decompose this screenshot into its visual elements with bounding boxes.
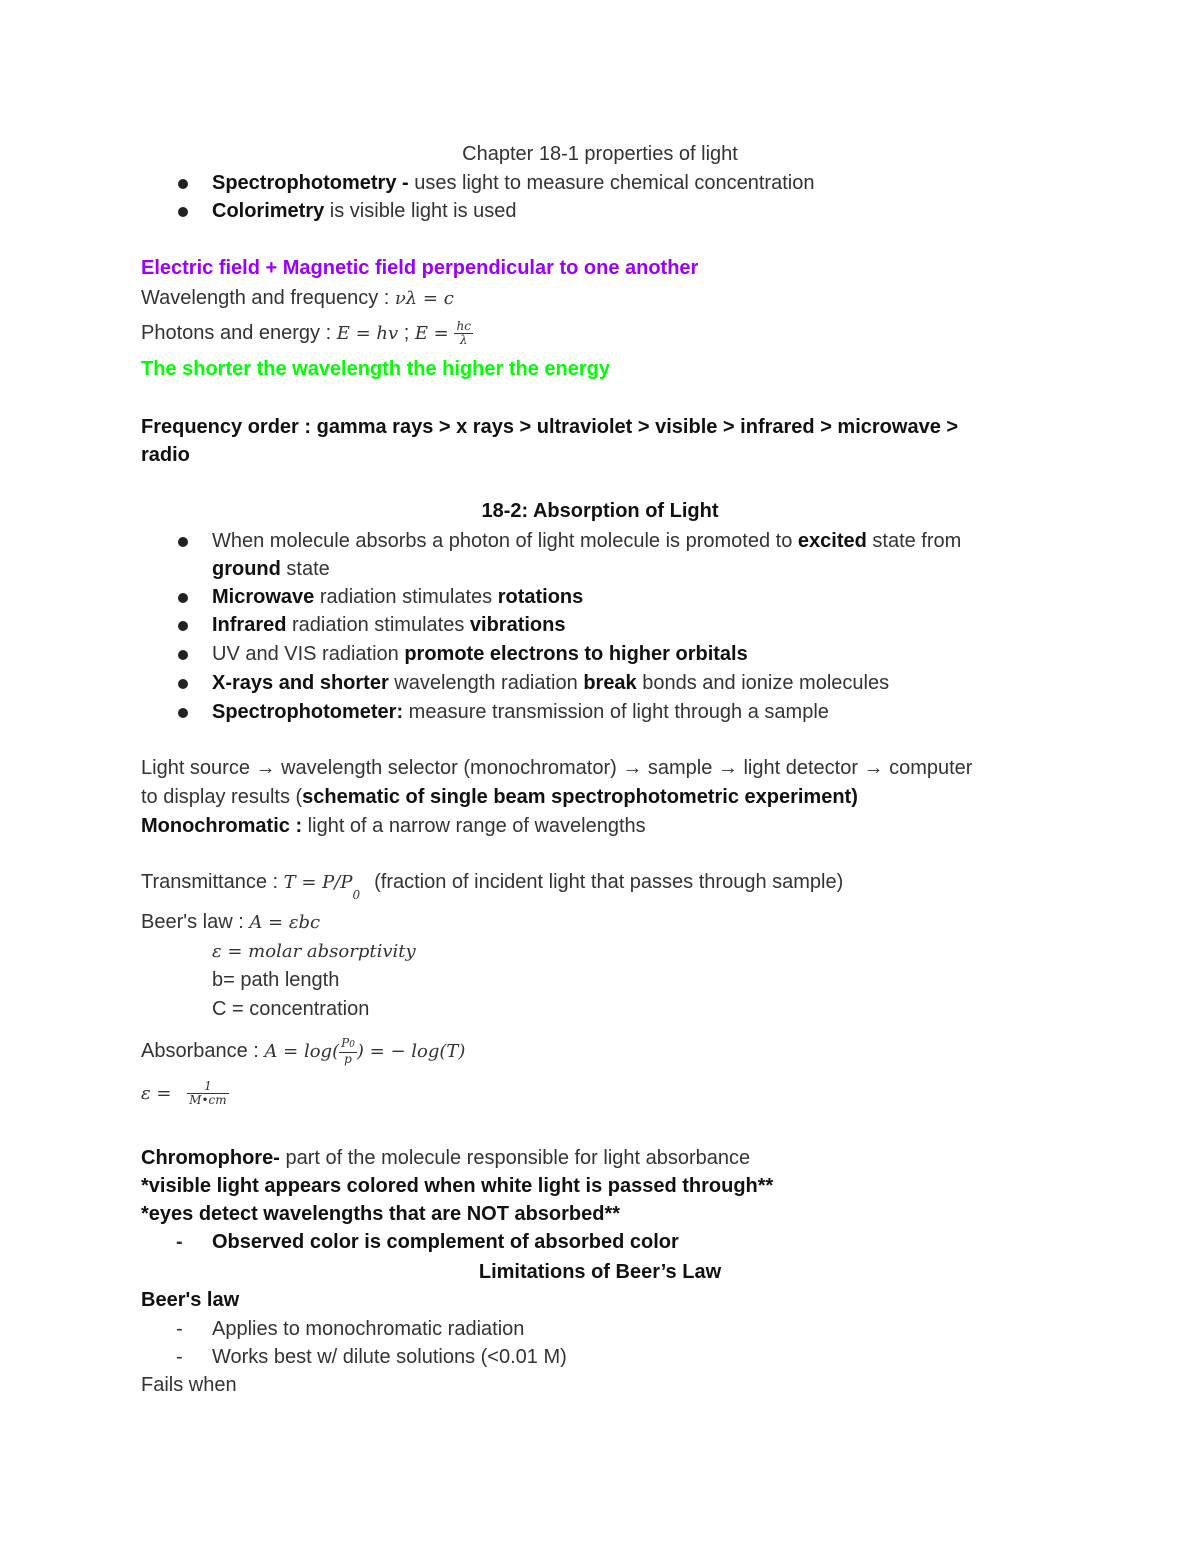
equation: ) = − log(T) <box>356 1040 466 1062</box>
text: uses light to measure chemical concentration <box>408 172 815 194</box>
equation: νλ = c <box>394 288 454 309</box>
bold-term: ground <box>212 558 281 580</box>
bullet-uv-vis <box>212 641 748 667</box>
text: light of a narrow range of wavelengths <box>302 815 646 837</box>
chromophore-line <box>141 1145 750 1171</box>
bullet-icon <box>178 207 188 217</box>
label: Absorbance : <box>141 1039 265 1062</box>
text: to display results ( <box>141 786 303 808</box>
c-definition: C = concentration <box>212 998 370 1020</box>
bold-term: rotations <box>497 586 584 608</box>
text: state <box>280 558 330 580</box>
schematic-line2 <box>141 784 858 810</box>
bold-term: Spectrophotometer: <box>212 701 404 723</box>
bullet-icon <box>178 179 188 189</box>
beers-law-subheading: Beer's law <box>141 1289 240 1311</box>
bullet-icon <box>178 650 188 660</box>
dash-icon: - <box>176 1318 183 1340</box>
denominator: p <box>344 1052 352 1066</box>
bullet-spectrophotometer <box>212 699 829 725</box>
bullet-icon <box>178 708 188 718</box>
equation: E = <box>414 323 455 344</box>
bold-term: Colorimetry <box>212 200 325 222</box>
bullet-infrared <box>212 612 565 638</box>
text: is visible light is used <box>324 200 517 222</box>
absorbance-line <box>141 1037 465 1066</box>
bold-term: Spectrophotometry - <box>212 172 409 194</box>
equation: T = P/P <box>283 872 353 893</box>
subscript: 0 <box>352 888 361 902</box>
limitation-item-1: Applies to monochromatic radiation <box>212 1318 525 1340</box>
text: When molecule absorbs a photon of light molecule is promoted to <box>212 530 798 552</box>
wavelength-frequency-line <box>141 285 454 312</box>
equation: A = log( <box>264 1040 340 1062</box>
epsilon-units-line <box>141 1080 229 1107</box>
numerator-text: P <box>341 1036 350 1050</box>
epsilon-definition: ε = molar absorptivity <box>212 941 416 962</box>
observed-color-item: Observed color is complement of absorbed color <box>212 1231 679 1253</box>
numerator: hc <box>456 319 471 334</box>
label: Wavelength and frequency : <box>141 287 395 309</box>
bold-term: break <box>583 672 637 694</box>
fraction <box>339 1037 357 1066</box>
bold-term: Microwave <box>212 586 315 608</box>
bullet-icon <box>178 679 188 689</box>
bullet-x-rays <box>212 670 889 696</box>
separator: ; <box>398 322 415 344</box>
bold-term: Infrared <box>212 614 287 636</box>
bullet-icon <box>178 621 188 631</box>
label: Beer's law : <box>141 911 250 933</box>
photons-energy-line <box>141 320 473 347</box>
bullet-icon <box>178 593 188 603</box>
text: state from <box>866 530 962 552</box>
dash-icon: - <box>176 1231 183 1253</box>
monochromatic-line <box>141 813 646 839</box>
fails-when-line: Fails when <box>141 1374 237 1396</box>
frequency-order-line2: radio <box>141 444 190 466</box>
bold-term: X-rays and shorter <box>212 672 389 694</box>
text: bonds and ionize molecules <box>636 672 890 694</box>
dash-icon: - <box>176 1346 183 1368</box>
equation: ε = <box>141 1083 178 1104</box>
visible-light-note: *visible light appears colored when white light is passed through** <box>141 1175 774 1197</box>
bold-term: Monochromatic : <box>141 815 303 837</box>
equation: E = hv <box>336 323 399 344</box>
bullet-icon <box>178 537 188 547</box>
section-heading-limitations: Limitations of Beer’s Law <box>478 1261 722 1283</box>
shorter-wavelength-note: The shorter the wavelength the higher the energy <box>141 358 610 380</box>
bullet-colorimetry <box>212 198 517 224</box>
text: wavelength radiation <box>388 672 584 694</box>
bold-term: vibrations <box>469 614 566 636</box>
eyes-detect-note: *eyes detect wavelengths that are NOT absorbed** <box>141 1203 621 1225</box>
numerator: 1 <box>187 1080 228 1094</box>
bold-term: schematic of single beam spectrophotometric experiment) <box>302 786 858 808</box>
fraction <box>187 1080 228 1107</box>
fraction <box>454 320 472 347</box>
limitation-item-2: Works best w/ dilute solutions (<0.01 M) <box>212 1346 567 1368</box>
bullet-molecule-absorbs <box>212 528 961 554</box>
text: (fraction of incident light that passes through sample) <box>374 871 844 893</box>
beers-law-line <box>141 909 320 936</box>
label: Photons and energy : <box>141 322 337 344</box>
denominator: λ <box>459 333 468 348</box>
b-definition: b= path length <box>212 969 340 991</box>
text: part of the molecule responsible for light absorbance <box>279 1147 751 1169</box>
bold-term: Chromophore- <box>141 1147 280 1169</box>
frequency-order-line1: Frequency order : gamma rays > x rays > ultraviolet > visible > infrared > microwave > <box>141 416 959 438</box>
numerator <box>339 1037 357 1053</box>
text: radiation stimulates <box>286 614 470 636</box>
text: measure transmission of light through a sample <box>403 701 829 723</box>
bullet-molecule-absorbs-cont <box>212 556 330 582</box>
transmittance-line <box>141 869 843 902</box>
bullet-microwave <box>212 584 583 610</box>
subscript: 0 <box>349 1040 355 1050</box>
bold-term: promote electrons to higher orbitals <box>404 643 748 665</box>
em-field-note: Electric field + Magnetic field perpendicular to one another <box>141 257 699 279</box>
schematic-line1: Light source → wavelength selector (monochromator) → sample → light detector → computer <box>141 757 973 779</box>
denominator: M•cm <box>189 1093 227 1108</box>
label: Transmittance : <box>141 871 284 893</box>
text: radiation stimulates <box>314 586 498 608</box>
bold-term: excited <box>797 530 867 552</box>
section-heading-absorption: 18-2: Absorption of Light <box>481 500 719 522</box>
bullet-spectrophotometry <box>212 170 814 196</box>
text: UV and VIS radiation <box>212 643 405 665</box>
equation: A = εbc <box>249 912 321 933</box>
page-title: Chapter 18-1 properties of light <box>462 143 738 165</box>
